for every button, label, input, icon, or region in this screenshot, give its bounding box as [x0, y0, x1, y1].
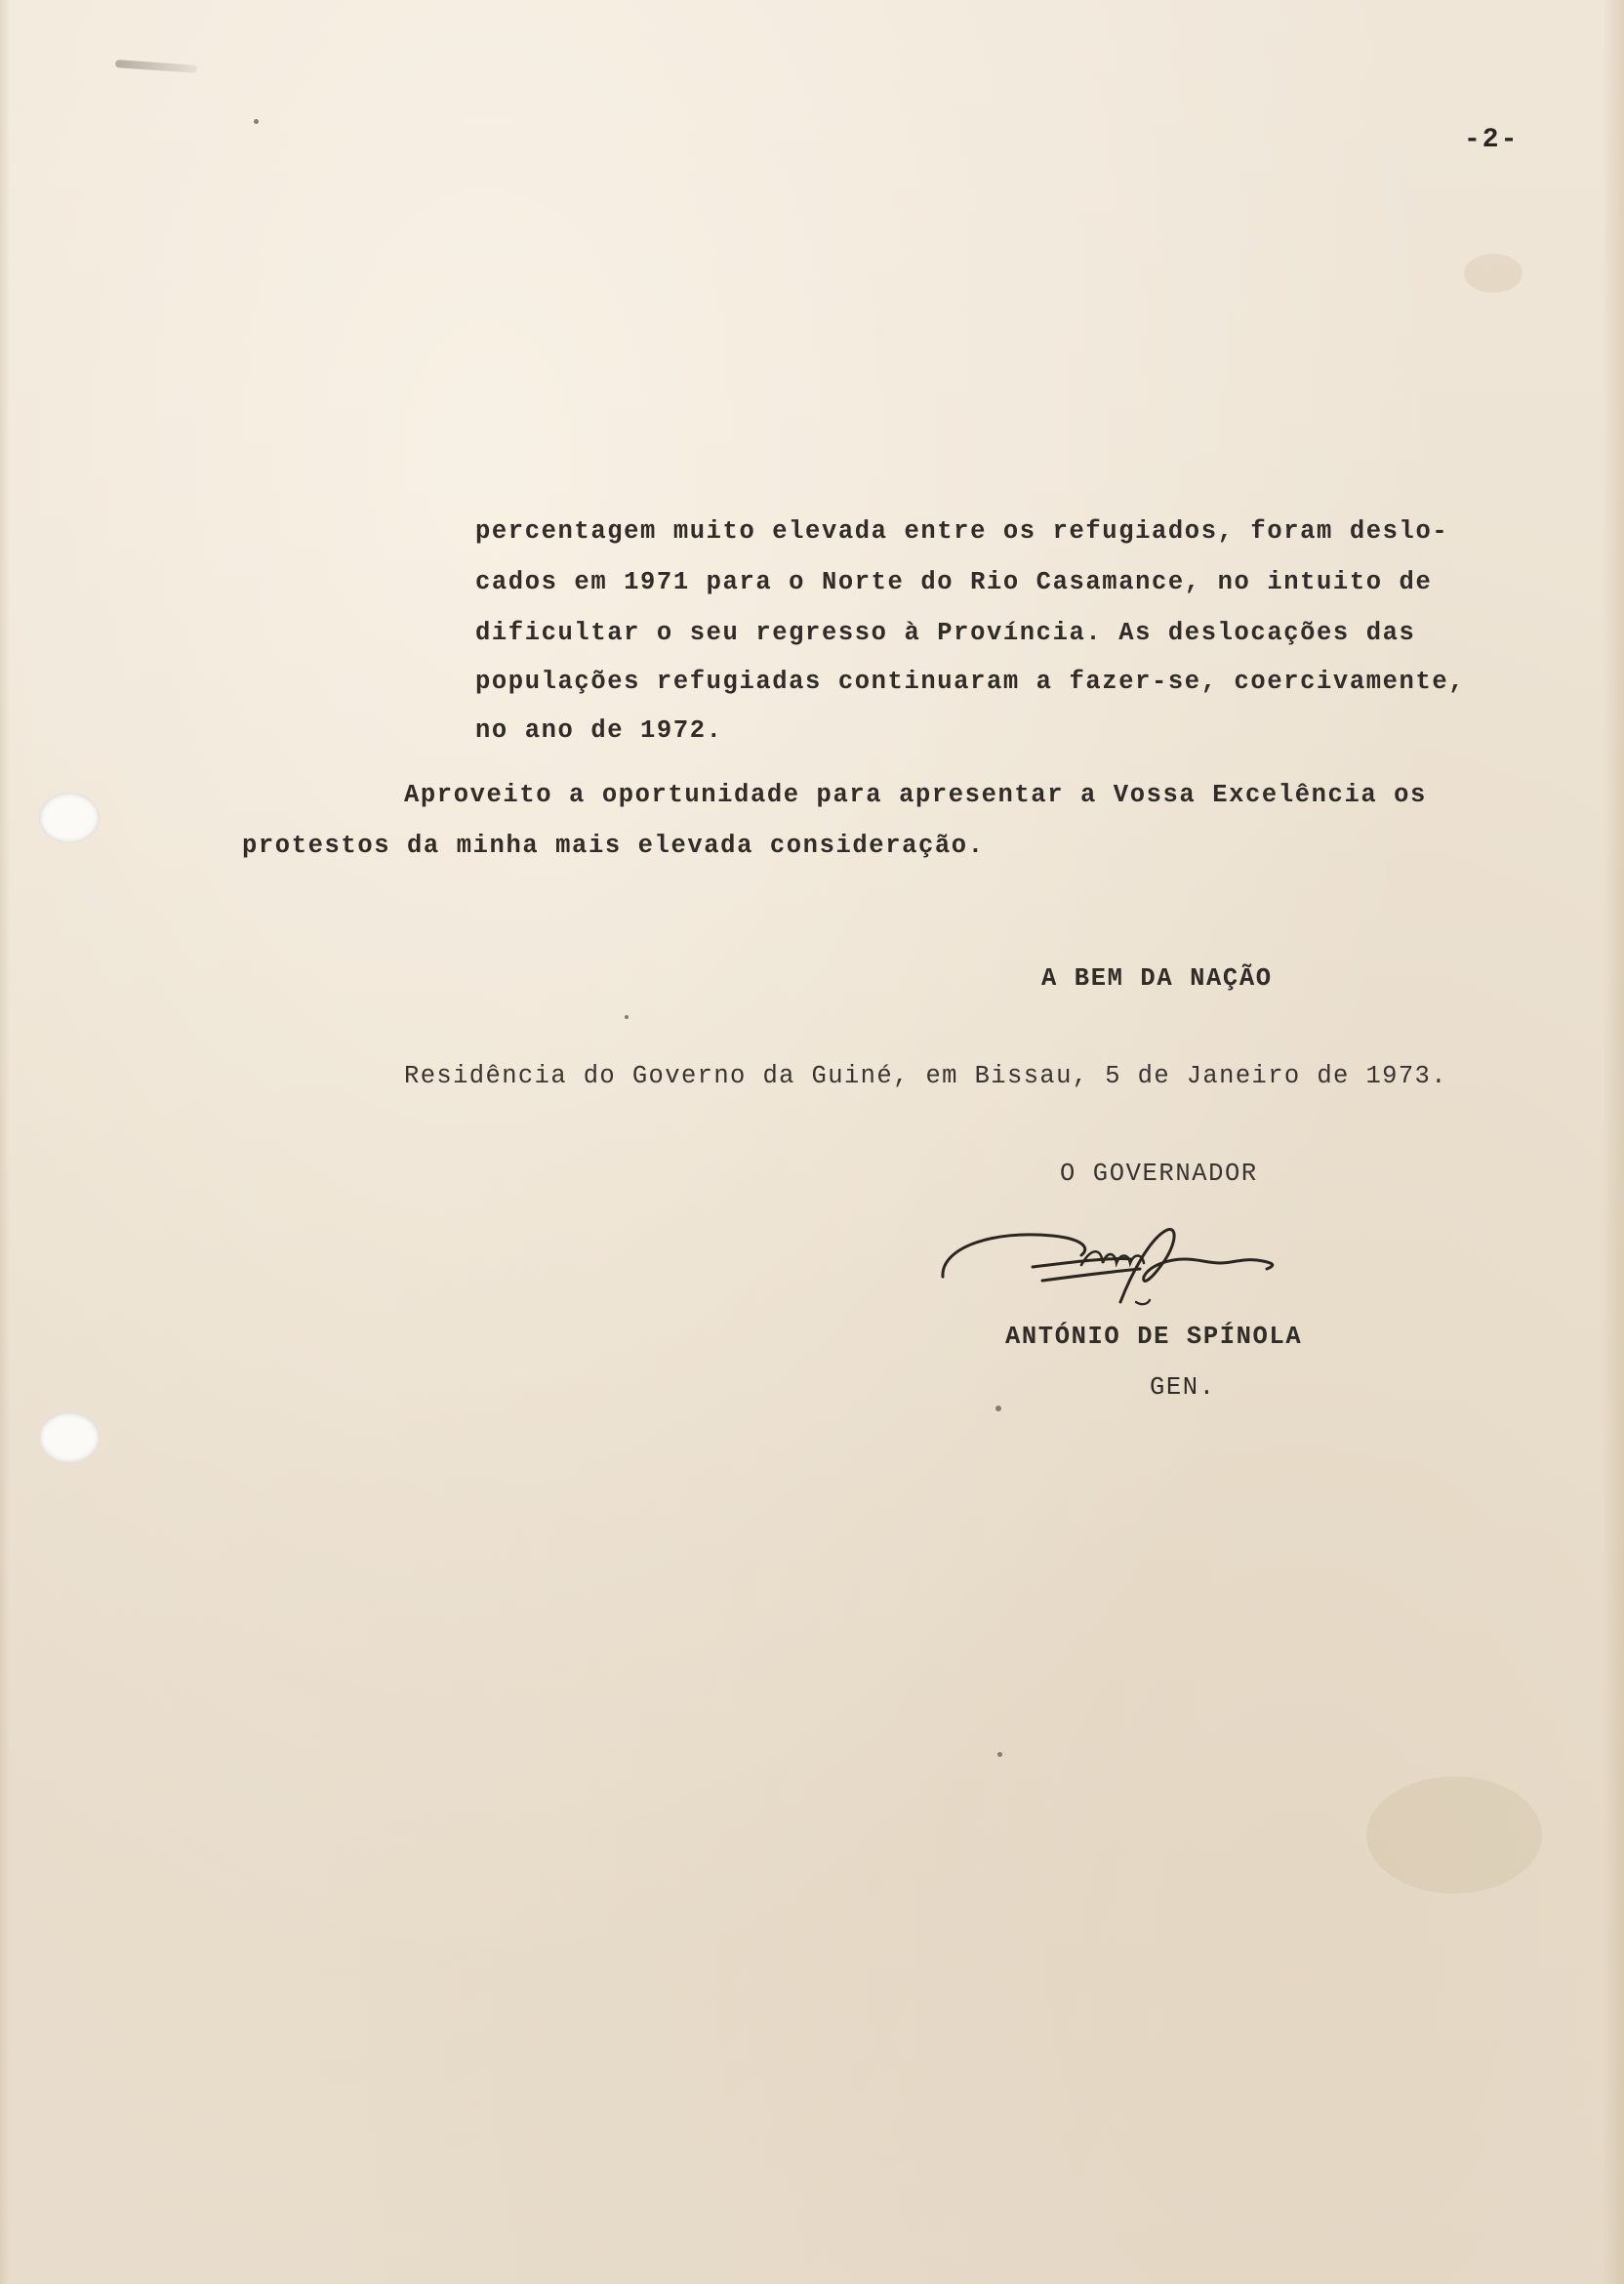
signer-name: ANTÓNIO DE SPÍNOLA	[1005, 1323, 1303, 1351]
signer-rank: GEN.	[1150, 1373, 1216, 1402]
closing-salutation: A BEM DA NAÇÃO	[1041, 964, 1273, 993]
paper-speck	[995, 1406, 1001, 1411]
body-line: dificultar o seu regresso à Província. As deslocações das	[475, 619, 1416, 647]
paper-speck	[625, 1015, 629, 1019]
page-number: -2-	[1464, 125, 1520, 155]
body-line: Aproveito a oportunidade para apresentar a Vossa Excelência os	[404, 781, 1427, 809]
paper-stain	[1366, 1776, 1542, 1894]
paper-stain	[1464, 254, 1522, 293]
handwritten-signature	[935, 1208, 1306, 1316]
body-line: cados em 1971 para o Norte do Rio Casamance, no intuito de	[475, 568, 1433, 596]
paper-edge-left	[0, 0, 10, 2284]
paper-speck	[254, 119, 259, 124]
paper-speck	[997, 1752, 1002, 1757]
body-line: no ano de 1972.	[475, 716, 723, 745]
date-line: Residência do Governo da Guiné, em Bissau, 5 de Janeiro de 1973.	[404, 1062, 1447, 1090]
paper-scratch	[115, 60, 197, 73]
body-line: protestos da minha mais elevada consideração.	[242, 832, 985, 860]
punch-hole	[39, 1412, 100, 1463]
paper-edge-right	[1603, 0, 1624, 2284]
body-line: percentagem muito elevada entre os refugiados, foram deslo-	[475, 517, 1449, 546]
body-line: populações refugiadas continuaram a fazer-se, coercivamente,	[475, 668, 1466, 696]
signer-title: O GOVERNADOR	[1060, 1160, 1258, 1188]
punch-hole	[39, 793, 100, 843]
